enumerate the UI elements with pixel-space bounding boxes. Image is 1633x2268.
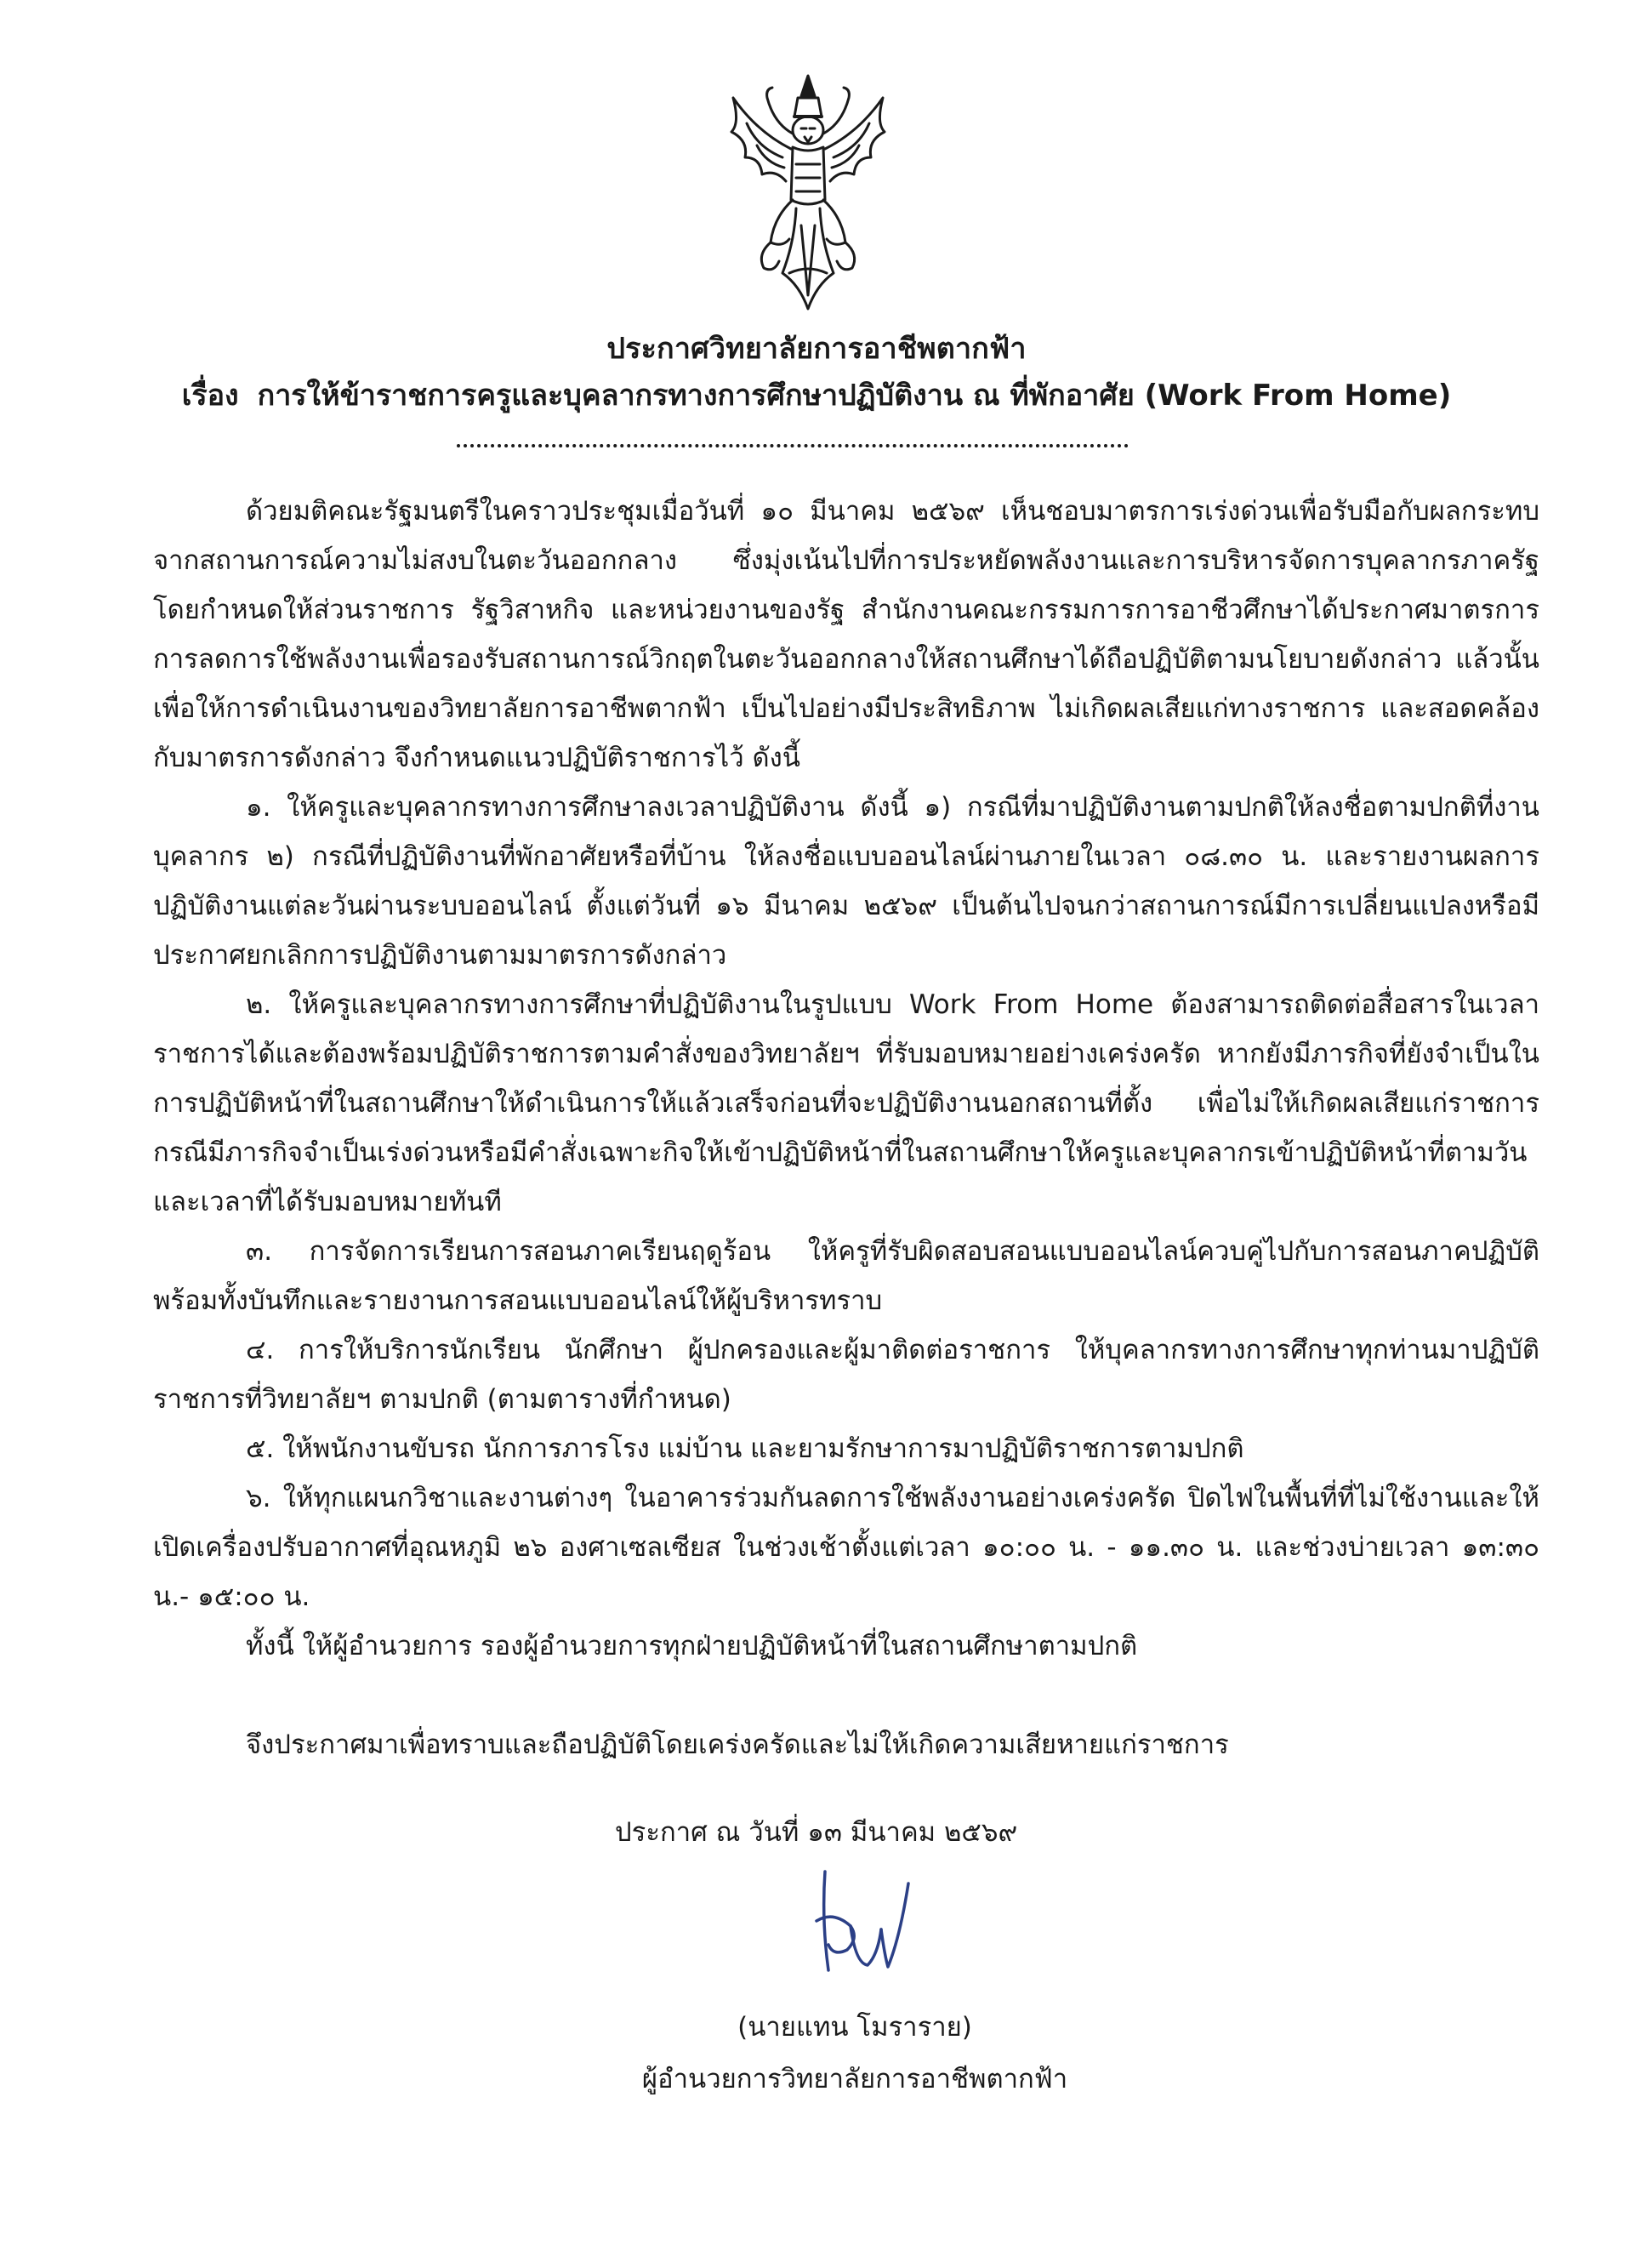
signer-title: ผู้อำนวยการวิทยาลัยการอาชีพตากฟ้า	[641, 2064, 1068, 2094]
intro-paragraph: ด้วยมติคณะรัฐมนตรีในคราวประชุมเมื่อวันที่ ๑๐ มีนาคม ๒๕๖๙ เห็นชอบมาตรการเร่งด่วนเพื่อรับมือกับผลกระทบจากสถานการณ์ความไม่สงบในตะวันออกกลาง ซึ่งมุ่งเน้นไปที่การประหยัดพลังงานและการบริหารจัดการบุคลากรภาครัฐ โดยกำหนดให้ส่วนราชการ รัฐวิสาหกิจ และหน่วยงานของรัฐ สำนักงานคณะกรรมการการอาชีวศึกษาได้ประกาศมาตรการการลดการใช้พลังงานเพื่อรองรับสถานการณ์วิกฤตในตะวันออกกลางให้สถานศึกษาได้ถือปฏิบัติตามนโยบายดังกล่าว แล้วนั้น เพื่อให้การดำเนินงานของวิทยาลัยการอาชีพตากฟ้า เป็นไปอย่างมีประสิทธิภาพ ไม่เกิดผลเสียแก่ทางราชการ และสอดคล้องกับมาตรการดังกล่าว จึงกำหนดแนวปฏิบัติราชการไว้ ดังนี้	[153, 496, 1539, 773]
signer-name: (นายแทน โมราราย)	[737, 2012, 972, 2043]
subject-label: เรื่อง	[181, 379, 239, 413]
list-item: ๓. การจัดการเรียนการสอนภาคเรียนฤดูร้อน ให้ครูที่รับผิดสอบสอนแบบออนไลน์ควบคู่ไปกับการสอนภาคปฏิบัติพร้อมทั้งบันทึกและรายงานการสอนแบบออนไลน์ให้ผู้บริหารทราบ	[153, 1236, 1539, 1316]
closing-paragraph: จึงประกาศมาเพื่อทราบและถือปฏิบัติโดยเคร่งครัดและไม่ให้เกิดความเสียหายแก่ราชการ	[246, 1729, 1229, 1760]
announcement-date: ประกาศ ณ วันที่ ๑๓ มีนาคม ๒๕๖๙	[615, 1817, 1018, 1848]
note-paragraph: ทั้งนี้ ให้ผู้อำนวยการ รองผู้อำนวยการทุกฝ่ายปฏิบัติหน้าที่ในสถานศึกษาตามปกติ	[246, 1631, 1138, 1661]
subject-text: การให้ข้าราชการครูและบุคลากรทางการศึกษาปฏิบัติงาน ณ ที่พักอาศัย (Work From Home)	[257, 379, 1452, 413]
list-item: ๔. การให้บริการนักเรียน นักศึกษา ผู้ปกครองและผู้มาติดต่อราชการ ให้บุคลากรทางการศึกษาทุกท่านมาปฏิบัติราชการที่วิทยาลัยฯ ตามปกติ (ตามตารางที่กำหนด)	[153, 1335, 1539, 1415]
signature-icon	[799, 1861, 927, 1989]
announcement-title: ประกาศวิทยาลัยการอาชีพตากฟ้า	[606, 332, 1027, 366]
list-item: ๑. ให้ครูและบุคลากรทางการศึกษาลงเวลาปฏิบัติงาน ดังนี้ ๑) กรณีที่มาปฏิบัติงานตามปกติให้ลงชื่อตามปกติที่งานบุคลากร ๒) กรณีที่ปฏิบัติงานที่พักอาศัยหรือที่บ้าน ให้ลงชื่อแบบออนไลน์ผ่านภายในเวลา ๐๘.๓๐ น. และรายงานผลการปฏิบัติงานแต่ละวันผ่านระบบออนไลน์ ตั้งแต่วันที่ ๑๖ มีนาคม ๒๕๖๙ เป็นต้นไปจนกว่าสถานการณ์มีการเปลี่ยนแปลงหรือมีประกาศยกเลิกการปฏิบัติงานตามมาตรการดังกล่าว	[153, 792, 1539, 971]
list-item: ๕. ให้พนักงานขับรถ นักการภารโรง แม่บ้าน และยามรักษาการมาปฏิบัติราชการตามปกติ	[246, 1433, 1244, 1464]
garuda-emblem-icon	[723, 72, 893, 315]
list-item: ๒. ให้ครูและบุคลากรทางการศึกษาที่ปฏิบัติงานในรูปแบบ Work From Home ต้องสามารถติดต่อสื่อสารในเวลาราชการได้และต้องพร้อมปฏิบัติราชการตามคำสั่งของวิทยาลัยฯ ที่รับมอบหมายอย่างเคร่งครัด หากยังมีภารกิจที่ยังจำเป็นในการปฏิบัติหน้าที่ในสถานศึกษาให้ดำเนินการให้แล้วเสร็จก่อนที่จะปฏิบัติงานนอกสถานที่ตั้ง เพื่อไม่ให้เกิดผลเสียแก่ราชการ กรณีมีภารกิจจำเป็นเร่งด่วนหรือมีคำสั่งเฉพาะกิจให้เข้าปฏิบัติหน้าที่ในสถานศึกษาให้ครูและบุคลากรเข้าปฏิบัติหน้าที่ตามวันและเวลาที่ได้รับมอบหมายทันที	[153, 989, 1539, 1217]
announcement-body	[153, 487, 1539, 1769]
list-item: ๖. ให้ทุกแผนกวิชาและงานต่างๆ ในอาคารร่วมกันลดการใช้พลังงานอย่างเคร่งครัด ปิดไฟในพื้นที่ที่ไม่ใช้งานและให้เปิดเครื่องปรับอากาศที่อุณหภูมิ ๒๖ องศาเซลเซียส ในช่วงเช้าตั้งแต่เวลา ๑๐:๐๐ น. - ๑๑.๓๐ น. และช่วงบ่ายเวลา ๑๓:๓๐ น.- ๑๕:๐๐ น.	[153, 1483, 1539, 1612]
announcement-subject	[0, 372, 1633, 418]
dotted-divider	[457, 444, 1129, 447]
